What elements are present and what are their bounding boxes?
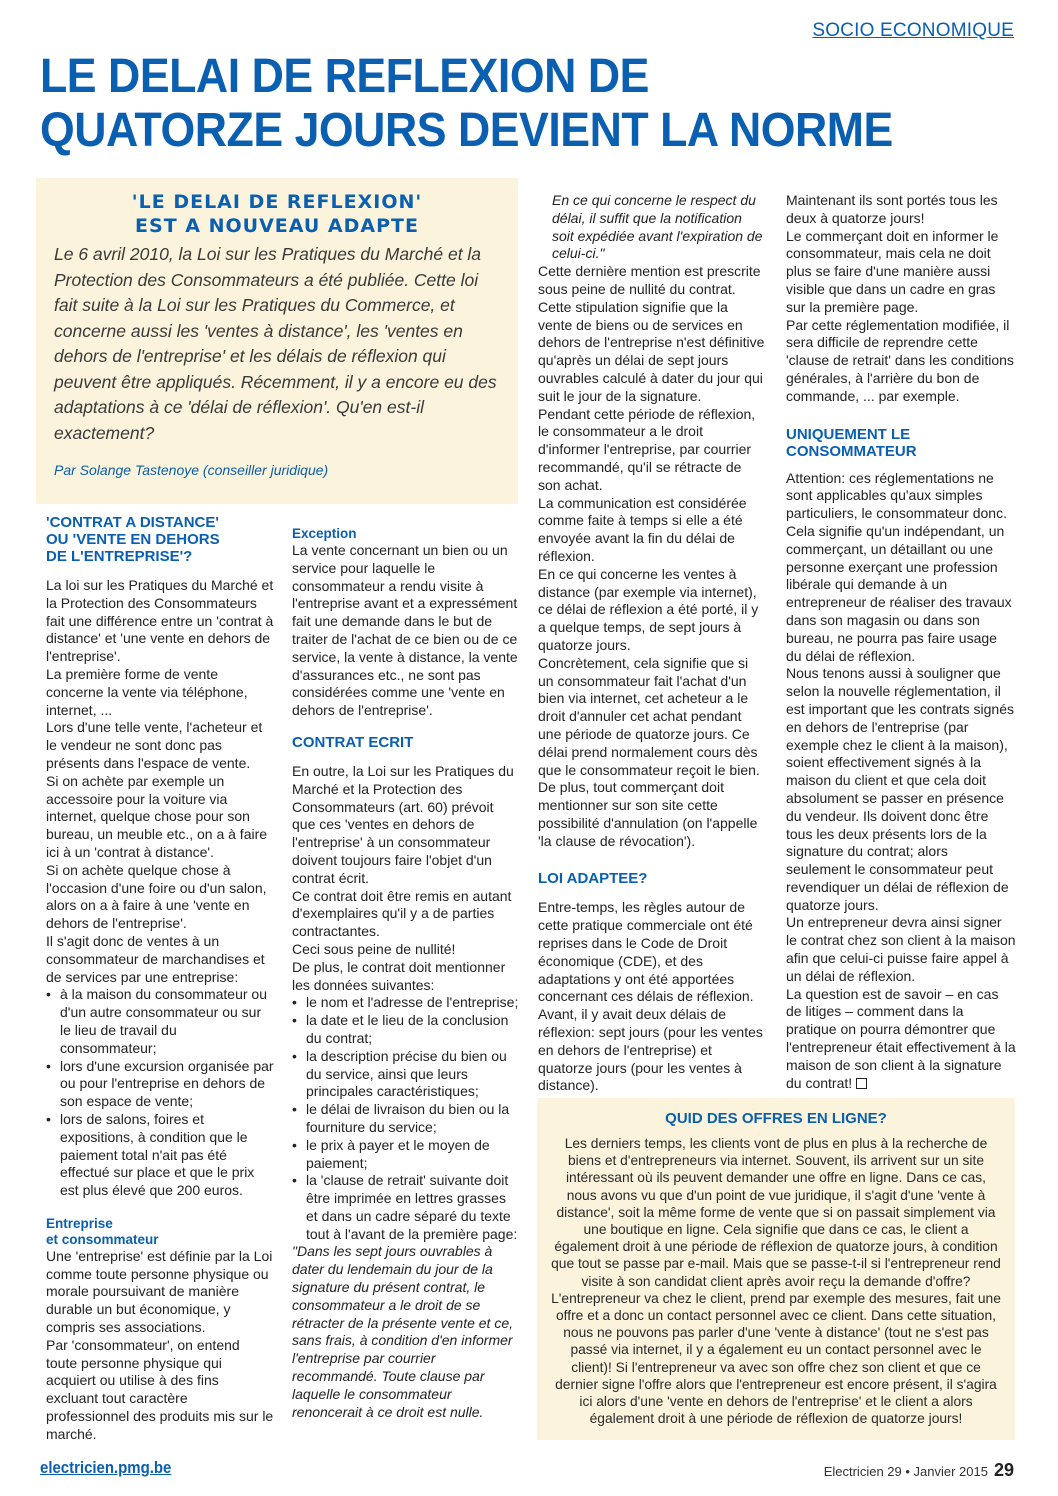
- bullet-icon: •: [292, 1101, 297, 1118]
- paragraph: Pendant cette période de réflexion, le consommateur a le droit d'informer l'entreprise, par courrier recommandé, qu'il se rétracte de son achat.: [538, 405, 756, 493]
- paragraph: La loi sur les Pratiques du Marché et la Protection des Consommateurs fait une différence entre un 'contrat à distance' et 'une vente en dehors de l'entreprise'.: [46, 577, 274, 665]
- paragraph: Ce contrat doit être remis en autant d'exemplaires qu'il y a de parties contractantes.: [292, 887, 512, 940]
- byline: Par Solange Tastenoye (conseiller juridique): [54, 462, 329, 478]
- quote-clause: "Dans les sept jours ouvrables à dater du lendemain du jour de la signature du présent contrat, le consommateur a le droit de se rétracter de la présente vente et ce, sans frais, à condition d'en informer l'entreprise par courrier recommandé. Toute clause par laquelle le consommateur renoncerait à ce droit est nulle.: [292, 1243, 514, 1420]
- intro-title-line-2: EST A NOUVEAU ADAPTE: [135, 215, 419, 237]
- paragraph: De plus, le contrat doit mentionner les données suivantes:: [292, 958, 506, 993]
- paragraph: Par cette réglementation modifiée, il sera difficile de reprendre cette 'clause de retrait' dans les conditions générales, à l'arrière du bon de commande, ... par exemple.: [786, 316, 1014, 404]
- paragraph: Il s'agit donc de ventes à un consommateur de marchandises et de services par une entreprise:: [46, 932, 265, 985]
- bullet-icon: •: [292, 1012, 297, 1029]
- paragraph: De plus, tout commerçant doit mentionner sur son site cette possibilité d'annulation (on l'appelle 'la clause de révocation').: [538, 779, 758, 849]
- heading-exception: Exception: [292, 526, 357, 541]
- column-3: [538, 192, 766, 1095]
- heading-line: UNIQUEMENT LE: [786, 425, 911, 443]
- paragraph: Si on achète par exemple un accessoire pour la voiture via internet, quelque chose pour son bureau, un meuble etc., on a à faire ici à un 'contrat à distance'.: [46, 772, 268, 860]
- paragraph: Lors d'une telle vente, l'acheteur et le vendeur ne sont donc pas présents dans l'espace de vente.: [46, 719, 263, 771]
- paragraph: Cette dernière mention est prescrite sous peine de nullité du contrat.: [538, 263, 761, 297]
- heading-contrat-a-distance: [46, 514, 274, 565]
- bullet-text: le délai de livraison du bien ou la fourniture du service;: [306, 1101, 510, 1135]
- paragraph: La première forme de vente concerne la vente via téléphone, internet, ...: [46, 665, 248, 718]
- paragraph: Attention: ces réglementations ne sont applicables qu'aux simples particuliers, le consommateur donc.: [786, 469, 1007, 522]
- headline-line-1: LE DELAI DE REFLEXION DE: [40, 50, 649, 103]
- bullet-icon: •: [46, 986, 51, 1003]
- quote-continued: En ce qui concerne le respect du délai, il suffit que la notification soit expédiée avant l'expiration de celui-ci.": [552, 192, 763, 262]
- bullet-item: [46, 1111, 274, 1200]
- paragraph: [786, 986, 1016, 1093]
- paragraph: Concrètement, cela signifie que si un consommateur fait l'achat d'un bien via internet, cet acheteur a le droit d'annuler cet achat pendant une période de quatorze jours. Ce délai prend normalement cours dès que le consommateur reçoit le bien.: [538, 654, 760, 778]
- bullet-item: [292, 1048, 520, 1101]
- paragraph: En outre, la Loi sur les Pratiques du Marché et la Protection des Consommateurs (art. 60) prévoit que ces 'ventes en dehors de l'entreprise' à un consommateur doivent toujours faire l'objet d'un contrat écrit.: [292, 762, 514, 886]
- paragraph: Avant, il y avait deux délais de réflexion: sept jours (pour les ventes en dehors de l'entreprise) et quatorze jours (pour les ventes à distance).: [538, 1006, 763, 1094]
- bullet-text: le prix à payer et le moyen de paiement;: [306, 1136, 490, 1171]
- website-link[interactable]: electricien.pmg.be: [40, 1458, 172, 1477]
- bullet-text: lors de salons, foires et expositions, à condition que le paiement total n'ait pas été effectué sur place et que le prix est plus élevé que 200 euros.: [60, 1110, 255, 1199]
- heading-loi-adaptee: LOI ADAPTEE?: [538, 870, 648, 888]
- paragraph: Entre-temps, les règles autour de cette pratique commerciale ont été reprises dans le Code de Droit économique (CDE), et des adaptations y ont été apportées concernant ces délais de réflexion.: [538, 899, 754, 1005]
- box-text: Les derniers temps, les clients vont de plus en plus à la recherche de biens et d'entrepreneurs via internet. Souvent, ils arrivent sur un site intéressant où ils peuvent demander une offre en ligne. Dans ce cas, nous avons vu que d'un point de vue juridique, il s'agit d'une 'vente à distance', soit la même forme de vente que si on passait simplement via une boutique en ligne. Cela signifie que dans ce cas, le client a également droit à une période de réflexion de quatorze jours, à condition que tout se passe par e-mail. Mais que se passe-t-il si l'entrepreneur rend visite à son candidat client après avoir reçu la demande d'offre? L'entrepreneur va chez le client, prend par exemple des mesures, fait une offre et a donc un contact personnel avec ce client. Dans cette situation, nous ne pouvons pas parler d'une 'vente à distance' (tout ne s'est pas passé via internet, il y a également eu un contact personnel avec le client)! Si l'entrepreneur va avec son offre chez son client et que ce dernier signe l'offre alors que l'entrepreneur est encore présent, il s'agira ici alors d'une 'vente en dehors de l'entreprise' et le client a alors également droit à une période de réflexion de quatorze jours!: [551, 1136, 1001, 1427]
- paragraph: La vente concernant un bien ou un service pour laquelle le consommateur a rendu visite à l'entreprise avant et a expressément fait une demande dans le but de traiter de l'achat de ce bien ou de ce service, la vente à distance, la vente d'assurances etc., ne sont pas considérées comme une 'vente en dehors de l'entreprise'.: [292, 542, 518, 719]
- heading-line: CONSOMMATEUR: [786, 442, 917, 460]
- intro-title: [54, 190, 500, 238]
- bullet-text: à la maison du consommateur ou d'un autre consommateur ou sur le lieu de travail du consommateur;: [60, 986, 267, 1056]
- column-4: [786, 192, 1016, 1092]
- footer-issue: [824, 1460, 1014, 1481]
- bullet-item: [46, 1058, 274, 1111]
- bullet-icon: •: [46, 1057, 51, 1074]
- paragraph: Si on achète quelque chose à l'occasion d'une foire ou d'un salon, alors on a à faire à une 'vente en dehors de l'entreprise'.: [46, 861, 267, 932]
- paragraph: Maintenant ils sont portés tous les deux à quatorze jours!: [786, 192, 998, 226]
- heading-entreprise-consommateur: [46, 1216, 274, 1248]
- paragraph: La communication est considérée comme faite à temps si elle a été envoyée avant la fin du délai de réflexion.: [538, 494, 747, 564]
- paragraph: Un entrepreneur devra ainsi signer le contrat chez son client à la maison afin que celui-ci puisse faire appel à un délai de réflexion.: [786, 914, 1016, 984]
- bullet-item: [292, 1137, 520, 1173]
- heading-contrat-ecrit: CONTRAT ECRIT: [292, 733, 414, 751]
- bullet-text: lors d'une excursion organisée par ou pour l'entreprise en dehors de son espace de vente;: [60, 1057, 274, 1110]
- paragraph: Cela signifie qu'un indépendant, un commerçant, un détaillant ou une personne exerçant une profession libérale qui demande à un entrepreneur de réaliser des travaux dans son magasin ou dans son bureau, ne pourra pas faire usage du délai de réflexion.: [786, 522, 1012, 664]
- column-1: [46, 514, 274, 1444]
- bullet-icon: •: [292, 1047, 297, 1064]
- heading-uniquement-consommateur: [786, 426, 1016, 460]
- bullet-item: [292, 1012, 520, 1048]
- bullet-item: [46, 986, 274, 1057]
- end-mark-icon: [856, 1078, 867, 1089]
- paragraph-text: La question est de savoir – en cas de litiges – comment dans la pratique on pourra démontrer que l'entrepreneur était effectivement à la maison de son client à la signature du contrat!: [786, 985, 1016, 1091]
- bullet-icon: •: [292, 1136, 297, 1153]
- section-tag: SOCIO ECONOMIQUE: [812, 20, 1014, 41]
- paragraph: Le commerçant doit en informer le consommateur, mais cela ne doit plus se faire d'une manière aussi visible que dans un cadre en gras sur la première page.: [786, 227, 999, 315]
- sidebar-box-offres-en-ligne: [537, 1098, 1015, 1440]
- paragraph: Ceci sous peine de nullité!: [292, 940, 456, 957]
- box-title: QUID DES OFFRES EN LIGNE?: [665, 1110, 887, 1127]
- bullet-item: [292, 1101, 520, 1137]
- bullet-icon: •: [292, 1172, 297, 1189]
- paragraph: Cette stipulation signifie que la vente de biens ou de services en dehors de l'entreprise n'est définitive qu'après un délai de sept jours ouvrables calculé à dater du jour qui suit le jour de la signature.: [538, 298, 765, 404]
- paragraph: Par 'consommateur', on entend toute personne physique qui acquiert ou utilise à des fins excluant tout caractère professionnel des produits mis sur le marché.: [46, 1336, 274, 1442]
- intro-text: Le 6 avril 2010, la Loi sur les Pratiques du Marché et la Protection des Consommateurs a été publiée. Cette loi fait suite à la Loi sur les Pratiques du Commerce, et concerne aussi les 'ventes à distance', les 'ventes en dehors de l'entreprise' et les délais de réflexion qui peuvent être appliqués. Récemment, il y a encore eu des adaptations à ce 'délai de réflexion'. Qu'en est-il exactement?: [54, 244, 497, 443]
- bullet-text: la date et le lieu de la conclusion du contrat;: [306, 1012, 509, 1046]
- bullet-text: la description précise du bien ou du service, ainsi que leurs principales caractéristiques;: [306, 1047, 507, 1100]
- bullet-item: [292, 994, 520, 1012]
- headline-line-2: QUATORZE JOURS DEVIENT LA NORME: [40, 104, 893, 157]
- heading-line: et consommateur: [46, 1231, 159, 1247]
- headline: [40, 50, 961, 158]
- heading-line: OU 'VENTE EN DEHORS: [46, 531, 220, 548]
- bullet-text: la 'clause de retrait' suivante doit être imprimée en lettres grasses et dans un cadre séparé du texte tout à l'avant de la première page:: [306, 1172, 518, 1242]
- heading-line: 'CONTRAT A DISTANCE': [46, 514, 219, 531]
- paragraph: Nous tenons aussi à souligner que selon la nouvelle réglementation, il est important que les contrats signés en dehors de l'entreprise (par exemple chez le client à la maison), soient effectivement signés à la maison du client et que cela doit absolument se passer en présence du vendeur. Ils doivent donc être tous les deux présents lors de la signature du contrat; alors seulement le consommateur peut revendiquer un délai de réflexion de quatorze jours.: [786, 665, 1015, 913]
- page-number: 29: [993, 1460, 1014, 1480]
- paragraph: Une 'entreprise' est définie par la Loi comme toute personne physique ou morale poursuivant de manière durable un but économique, y compris ses associations.: [46, 1247, 273, 1336]
- intro-box: [36, 178, 518, 504]
- bullet-text: le nom et l'adresse de l'entreprise;: [306, 994, 519, 1011]
- bullet-icon: •: [46, 1110, 51, 1127]
- heading-line: Entreprise: [46, 1215, 113, 1231]
- heading-line: DE L'ENTREPRISE'?: [46, 548, 193, 565]
- bullet-icon: •: [292, 994, 297, 1011]
- intro-title-line-1: 'LE DELAI DE REFLEXION': [131, 191, 423, 213]
- bullet-item: [292, 1172, 520, 1243]
- issue-label: Electricien 29 • Janvier 2015: [823, 1464, 988, 1479]
- column-2: [292, 526, 520, 1421]
- paragraph: En ce qui concerne les ventes à distance (par exemple via internet), ce délai de réflexion a été porté, il y a quelque temps, de sept jours à quatorze jours.: [538, 565, 759, 653]
